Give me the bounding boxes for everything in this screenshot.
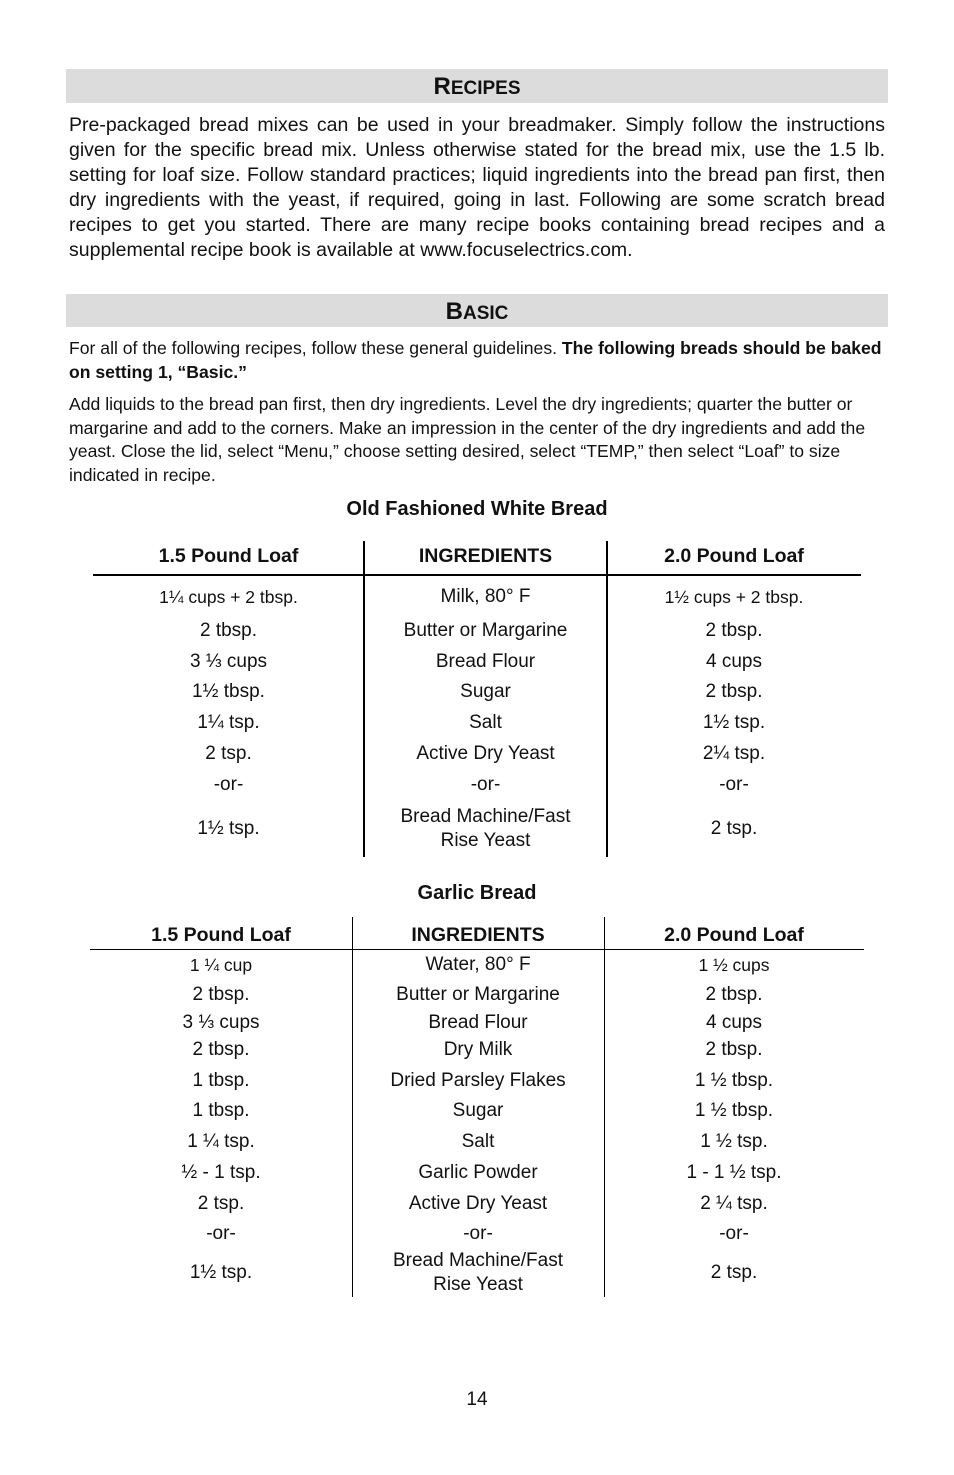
table-row — [90, 983, 864, 1007]
table-row — [93, 805, 861, 853]
recipe2-small-qty: 2 tbsp. — [192, 984, 250, 1005]
recipe2-ingredient: Active Dry Yeast — [408, 1193, 548, 1214]
table-row — [90, 1099, 864, 1123]
recipe2-header-large-loaf: 2.0 Pound Loaf — [664, 924, 804, 946]
recipe1-ingredient: Salt — [469, 712, 502, 733]
recipe2-small-qty: 1 tbsp. — [192, 1070, 250, 1091]
recipe2-large-qty: 2 tbsp. — [705, 984, 763, 1005]
recipe2-ingredient: -or- — [463, 1223, 493, 1244]
recipe2-ingredient: Sugar — [452, 1100, 504, 1121]
recipe1-small-qty: 2 tsp. — [205, 743, 252, 764]
table-row — [93, 650, 861, 674]
instructions-paragraph: Add liquids to the bread pan first, then dry ingredients. Level the dry ingredients; quarter the butter or margarine and add to the corners. Make an impression in the center of the dry ingredients and add the yeast. Close the lid, select “Menu,” choose setting desired, select “TEMP,” then select “Loaf” to size indicated in recipe. — [69, 394, 866, 485]
table-row — [93, 585, 861, 609]
table-row — [90, 1069, 864, 1093]
recipe2-large-qty: 2 tsp. — [710, 1262, 758, 1283]
recipe1-large-qty: 2 tsp. — [710, 818, 758, 839]
recipe1-large-qty: 1½ cups + 2 tbsp. — [664, 587, 804, 607]
guidelines-bold-text: The following breads should be baked on setting 1, “Basic.” — [69, 338, 882, 382]
recipe2-large-qty: 2 ¼ tsp. — [700, 1193, 768, 1214]
recipe2-table — [90, 917, 864, 1299]
recipe2-header-ingredients: INGREDIENTS — [411, 924, 545, 946]
recipe1-small-qty: 1½ tbsp. — [192, 681, 265, 702]
recipe2-small-qty: 2 tsp. — [197, 1193, 245, 1214]
recipes-section-header — [66, 69, 888, 103]
recipe2-ingredient: Bread Machine/Fast Rise Yeast — [392, 1250, 564, 1295]
recipe1-small-qty: -or- — [213, 774, 244, 795]
page-number: 14 — [466, 1389, 488, 1410]
recipe2-header-divider — [90, 949, 864, 950]
recipe1-ingredient: Active Dry Yeast — [416, 743, 555, 764]
recipe2-ingredient: Garlic Powder — [418, 1162, 538, 1183]
recipe1-large-qty: -or- — [719, 774, 749, 795]
recipe1-ingredient: Bread Flour — [435, 651, 536, 672]
recipe1-ingredient: Milk, 80° F — [440, 586, 531, 607]
recipe2-ingredient: Dry Milk — [443, 1039, 513, 1060]
recipe2-small-qty: 1 tbsp. — [192, 1100, 250, 1121]
table-row — [90, 1011, 864, 1035]
table-row — [90, 953, 864, 977]
table-row — [93, 773, 861, 797]
recipe2-large-qty: 1 ½ tbsp. — [694, 1100, 774, 1121]
recipe2-small-qty: -or- — [206, 1223, 236, 1244]
basic-header-initial: B — [445, 298, 463, 325]
recipe1-large-qty: 2¼ tsp. — [702, 743, 766, 764]
recipe2-small-qty: 3 ⅓ cups — [182, 1012, 260, 1033]
table-row — [93, 680, 861, 704]
recipe1-large-qty: 2 tbsp. — [705, 620, 763, 641]
recipe1-header-ingredients: INGREDIENTS — [418, 545, 553, 567]
table-row — [90, 1192, 864, 1216]
recipe2-large-qty: 1 - 1 ½ tsp. — [686, 1162, 782, 1183]
recipe1-table — [93, 541, 861, 859]
recipe2-small-qty: ½ - 1 tsp. — [181, 1162, 261, 1183]
recipe1-ingredient: -or- — [470, 774, 501, 795]
recipe1-large-qty: 2 tbsp. — [705, 681, 763, 702]
recipe2-ingredient: Butter or Margarine — [396, 984, 560, 1005]
recipe2-ingredient: Water, 80° F — [425, 954, 531, 975]
table-row — [93, 619, 861, 643]
recipe1-header-large-loaf: 2.0 Pound Loaf — [664, 545, 804, 567]
recipes-header-initial: R — [433, 73, 451, 100]
recipe2-large-qty: -or- — [719, 1223, 749, 1244]
recipe2-small-qty: 1 ¼ tsp. — [187, 1131, 255, 1152]
recipe2-ingredient: Bread Flour — [428, 1012, 528, 1033]
recipe1-small-qty: 2 tbsp. — [199, 620, 258, 641]
recipe1-ingredient: Sugar — [460, 681, 511, 702]
basic-header-rest: ASIC — [462, 303, 509, 324]
recipe1-large-qty: 1½ tsp. — [702, 712, 766, 733]
recipe2-large-qty: 1 ½ tbsp. — [694, 1070, 774, 1091]
recipe2-large-qty: 1 ½ tsp. — [700, 1131, 768, 1152]
recipe2-small-qty: 1½ tsp. — [189, 1262, 253, 1283]
recipe1-header-small-loaf: 1.5 Pound Loaf — [158, 545, 299, 567]
table-row — [93, 742, 861, 766]
recipe1-ingredient: Bread Machine/Fast Rise Yeast — [400, 806, 571, 851]
recipe1-ingredient: Butter or Margarine — [403, 620, 568, 641]
recipe2-ingredient: Salt — [461, 1131, 495, 1152]
recipe1-small-qty: 1¼ cups + 2 tbsp. — [159, 587, 298, 607]
recipe1-header-divider — [93, 574, 861, 576]
guidelines-paragraph — [69, 337, 885, 384]
recipe2-small-qty: 1 ¼ cup — [189, 955, 253, 975]
recipe2-ingredient: Dried Parsley Flakes — [390, 1070, 566, 1091]
recipe2-title: Garlic Bread — [417, 882, 537, 904]
recipe2-small-qty: 2 tbsp. — [192, 1039, 250, 1060]
recipe2-large-qty: 1 ½ cups — [698, 955, 770, 975]
recipe1-small-qty: 1¼ tsp. — [197, 712, 260, 733]
recipe1-small-qty: 3 ⅓ cups — [189, 651, 268, 672]
table-row — [90, 1130, 864, 1154]
table-row — [90, 1038, 864, 1062]
recipe1-large-qty: 4 cups — [706, 651, 762, 672]
intro-paragraph: Pre-packaged bread mixes can be used in your breadmaker. Simply follow the instructions given for the specific bread mix. Unless otherwise stated for the bread mix, use the 1.5 lb. setting for loaf size. Follow standard practices; liquid ingredients into the bread pan first, then dry ingredients with the yeast, if required, going in last. Following are some scratch bread recipes to get you started. There are many recipe books containing bread recipes and a supplemental recipe book is available at www.focuselectrics.com. — [69, 114, 885, 261]
table-row — [90, 1249, 864, 1297]
recipe2-large-qty: 2 tbsp. — [705, 1039, 763, 1060]
recipe1-small-qty: 1½ tsp. — [197, 818, 260, 839]
table-row — [90, 1222, 864, 1246]
recipe2-header-small-loaf: 1.5 Pound Loaf — [151, 924, 291, 946]
recipes-header-rest: ECIPES — [450, 78, 521, 99]
basic-section-header — [66, 294, 888, 327]
recipe1-title: Old Fashioned White Bread — [346, 498, 608, 520]
table-row — [93, 711, 861, 735]
recipe2-large-qty: 4 cups — [706, 1012, 762, 1033]
table-row — [90, 1161, 864, 1185]
guidelines-normal-text: For all of the following recipes, follow these general guidelines. — [69, 338, 562, 358]
